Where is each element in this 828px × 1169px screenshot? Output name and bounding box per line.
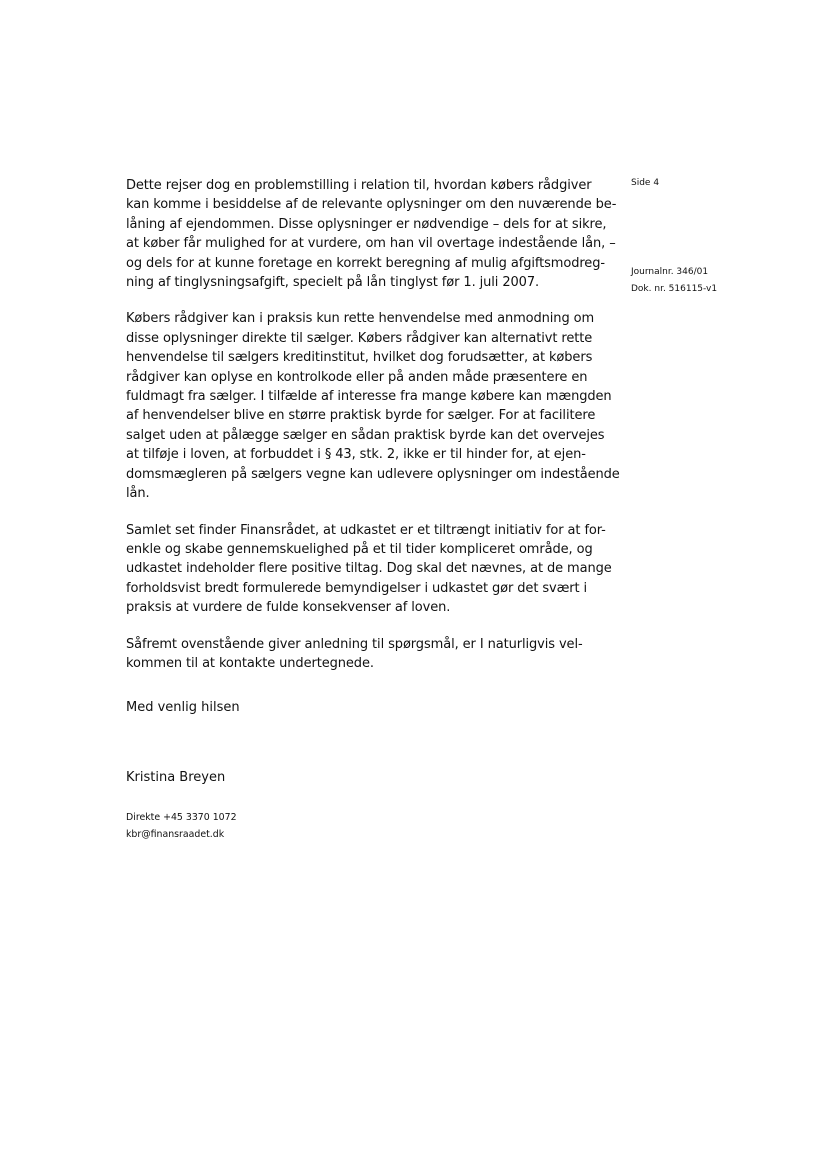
body-line: og dels for at kunne foretage en korrekt beregning af mulig afgiftsmodreg- — [126, 255, 605, 271]
signature-name: Kristina Breyen — [126, 770, 226, 785]
body-line: at tilføje i loven, at forbuddet i § 43, stk. 2, ikke er til hinder for, at ejen- — [126, 447, 586, 463]
body-line: disse oplysninger direkte til sælger. Købers rådgiver kan alternativt rette — [126, 330, 593, 346]
paragraph-3 — [126, 521, 612, 618]
reference-block — [631, 264, 717, 298]
body-line: salget uden at pålægge sælger en sådan praktisk byrde kan det overvejes — [126, 427, 605, 443]
body-line: rådgiver kan oplyse en kontrolkode eller på anden måde præsentere en — [126, 369, 588, 385]
body-line: at køber får mulighed for at vurdere, om han vil overtage indestående lån, – — [126, 236, 616, 252]
phone-number: Direkte +45 3370 1072 — [126, 812, 237, 823]
paragraph-4 — [126, 635, 594, 674]
body-line: låning af ejendommen. Disse oplysninger er nødvendige – dels for at sikre, — [126, 216, 607, 232]
paragraph-2 — [126, 309, 620, 503]
body-line: ning af tinglysningsafgift, specielt på lån tinglyst før 1. juli 2007. — [126, 275, 540, 291]
contact-details — [126, 809, 237, 843]
body-line: Købers rådgiver kan i praksis kun rette henvendelse med anmodning om — [126, 311, 595, 327]
body-line: kan komme i besiddelse af de relevante oplysninger om den nuværende be- — [126, 197, 617, 213]
letter-body — [126, 176, 620, 690]
body-line: kommen til at kontakte undertegnede. — [126, 655, 374, 671]
body-line: fuldmagt fra sælger. I tilfælde af interesse fra mange købere kan mængden — [126, 389, 612, 405]
closing-salutation: Med venlig hilsen — [126, 700, 240, 715]
journal-number: Journalnr. 346/01 — [631, 267, 709, 277]
document-number: Dok. nr. 516115-v1 — [631, 284, 718, 294]
body-line: praksis at vurdere de fulde konsekvenser af loven. — [126, 600, 451, 616]
page-number-label — [631, 175, 659, 192]
body-line: henvendelse til sælgers kreditinstitut, hvilket dog forudsætter, at købers — [126, 350, 593, 366]
page-label: Side 4 — [631, 178, 660, 188]
body-line: af henvendelser blive en større praktisk byrde for sælger. For at facilitere — [126, 408, 596, 424]
body-line: Såfremt ovenstående giver anledning til spørgsmål, er I naturligvis vel- — [126, 636, 583, 652]
body-line: udkastet indeholder flere positive tiltag. Dog skal det nævnes, at de mange — [126, 561, 612, 577]
body-line: Samlet set finder Finansrådet, at udkastet er et tiltrængt initiativ for at for- — [126, 522, 606, 538]
body-line: Dette rejser dog en problemstilling i relation til, hvordan købers rådgiver — [126, 178, 592, 193]
body-line: lån. — [126, 486, 150, 502]
body-line: forholdsvist bredt formulerede bemyndigelser i udkastet gør det svært i — [126, 580, 588, 596]
body-line: enkle og skabe gennemskuelighed på et til tider kompliceret område, og — [126, 541, 593, 557]
body-line: domsmægleren på sælgers vegne kan udlevere oplysninger om indestående — [126, 466, 620, 482]
email-address[interactable]: kbr@finansraadet.dk — [126, 829, 225, 840]
paragraph-1 — [126, 176, 617, 292]
